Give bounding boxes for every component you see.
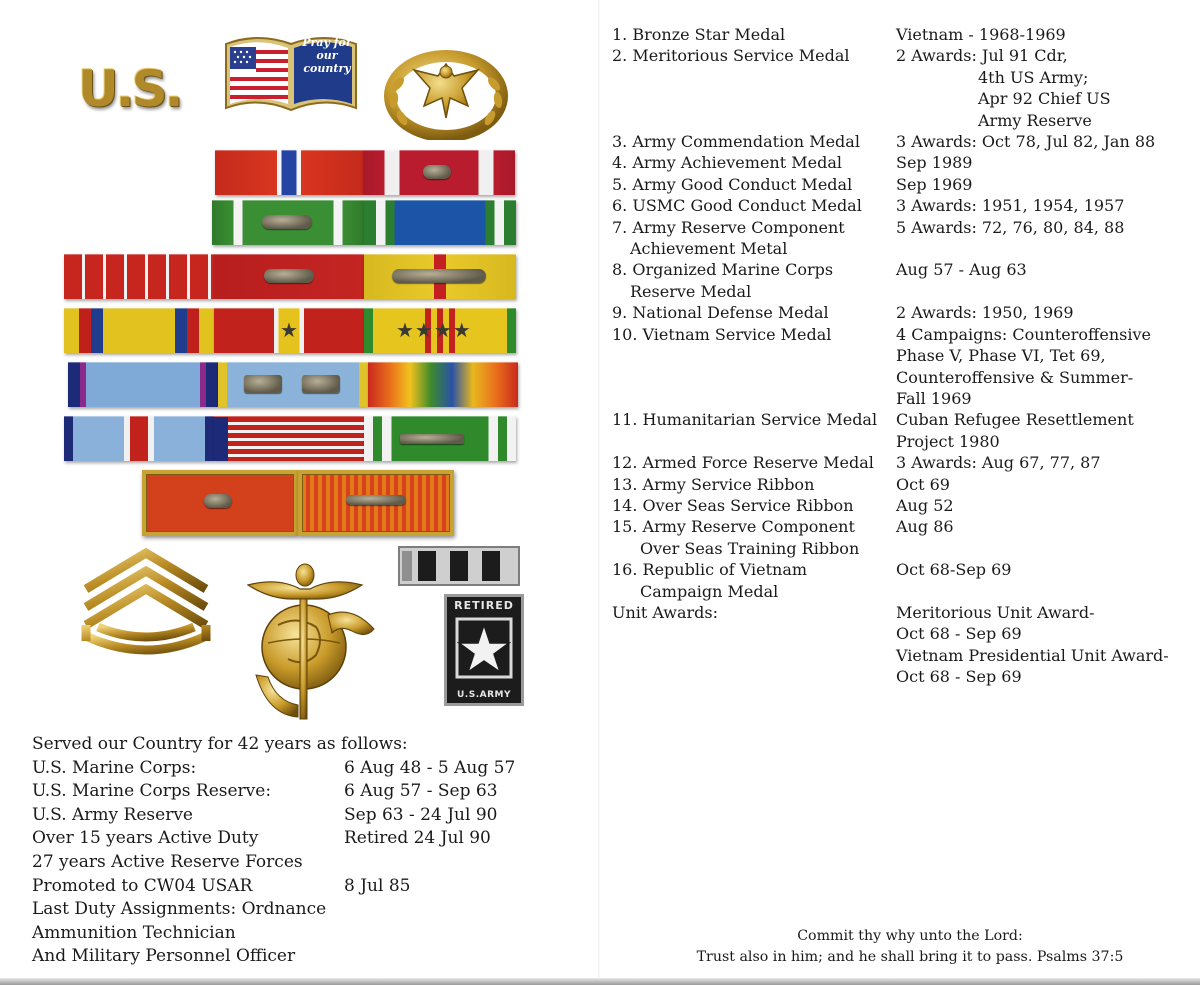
ribbon-bronze-star <box>215 150 363 195</box>
award-detail: 5 Awards: 72, 76, 80, 84, 88 <box>896 217 1125 237</box>
award-name: 14. Over Seas Service Ribbon <box>612 495 854 515</box>
scripture-line: Trust also in him; and he shall bring it to pass. Psalms 37:5 <box>696 949 1124 965</box>
award-detail: Oct 68 - Sep 69 <box>896 667 1022 687</box>
award-name: 4. Army Achievement Medal <box>612 153 842 173</box>
patch-retired-text: RETIRED <box>454 599 514 612</box>
award-detail: 4th US Army; <box>978 67 1089 87</box>
awards-list <box>612 24 1182 688</box>
ribbon-vietnam-campaign <box>364 416 516 461</box>
award-detail: Apr 92 Chief US <box>978 89 1111 109</box>
award-name: 2. Meritorious Service Medal <box>612 46 850 66</box>
award-item <box>612 516 1182 559</box>
service-branch: Over 15 years Active Duty <box>32 828 259 849</box>
award-item <box>612 409 1182 452</box>
award-name: 13. Army Service Ribbon <box>612 474 815 494</box>
award-name: 5. Army Good Conduct Medal <box>612 174 853 194</box>
award-detail: Army Reserve <box>978 110 1092 130</box>
bronze-stars-device-icon <box>264 269 314 283</box>
rank-bar-icon <box>398 546 520 586</box>
ribbon-army-achievement <box>364 200 516 245</box>
ribbon-reserve-overseas-training <box>214 416 364 461</box>
award-detail: Oct 68 - Sep 69 <box>896 624 1022 644</box>
retired-us-army-patch <box>444 594 524 706</box>
service-branch: U.S. Army Reserve <box>32 804 193 825</box>
award-item <box>612 302 1182 323</box>
oak-leaf-cluster-icon <box>423 165 451 179</box>
award-name: 16. Republic of Vietnam <box>612 560 808 580</box>
eagle-globe-anchor-icon <box>228 555 383 725</box>
service-branch: 27 years Active Reserve Forces <box>32 851 303 872</box>
award-item <box>612 559 1182 602</box>
award-name: Achievement Metal <box>630 239 788 259</box>
unit-awards-heading: Unit Awards: <box>612 602 718 622</box>
ribbon-usmc-good-conduct <box>214 254 364 299</box>
award-item <box>612 474 1182 495</box>
award-item <box>612 217 1182 260</box>
ribbon-army-good-conduct <box>64 254 214 299</box>
hourglass-device-icon <box>392 269 486 283</box>
oak-leaf-cluster-icon <box>262 215 312 229</box>
service-branch: Last Duty Assignments: Ordnance <box>32 899 327 920</box>
award-item <box>612 24 1182 45</box>
chief-warrant-officer-bar <box>398 546 520 586</box>
award-detail: Sep 1989 <box>896 153 973 173</box>
award-detail: Cuban Refugee Resettlement <box>896 410 1134 430</box>
award-detail: 3 Awards: Aug 67, 77, 87 <box>896 453 1101 473</box>
scan-edge <box>0 978 1200 985</box>
eagle-globe-anchor-insignia <box>228 555 383 725</box>
award-item <box>612 195 1182 216</box>
award-detail: Aug 57 - Aug 63 <box>896 260 1027 280</box>
campaign-device-icon <box>400 434 464 444</box>
unit-award-meritorious <box>142 470 298 536</box>
oak-leaf-cluster-icon <box>204 494 232 508</box>
ribbon-humanitarian-service <box>68 362 218 407</box>
ribbon-stripe <box>214 417 228 461</box>
award-item <box>612 131 1182 152</box>
eagle-wreath-icon <box>384 48 508 140</box>
award-detail: Aug 86 <box>896 517 954 537</box>
award-item <box>612 174 1182 195</box>
ribbon-army-commendation <box>212 200 364 245</box>
award-item <box>612 452 1182 473</box>
ribbon-armed-forces-reserve <box>218 362 368 407</box>
service-row <box>32 875 572 899</box>
service-row <box>32 851 572 875</box>
service-dates: 8 Jul 85 <box>344 875 411 896</box>
ribbon-reserve-achievement <box>364 254 516 299</box>
scripture-verse <box>640 926 1180 968</box>
service-branch: Promoted to CW04 USAR <box>32 875 253 896</box>
award-detail: 3 Awards: Oct 78, Jul 82, Jan 88 <box>896 132 1156 152</box>
hourglass-device-icon <box>302 375 340 393</box>
service-dates: Sep 63 - 24 Jul 90 <box>344 804 498 825</box>
ribbon-rack <box>60 148 530 538</box>
award-item <box>612 45 1182 131</box>
service-row <box>32 898 572 922</box>
service-branch: U.S. Marine Corps: <box>32 757 197 778</box>
service-record <box>32 733 572 969</box>
award-item <box>612 324 1182 410</box>
award-name: 9. National Defense Medal <box>612 303 829 323</box>
ribbon-meritorious-service <box>363 150 515 195</box>
award-detail: Oct 69 <box>896 474 950 494</box>
service-branch: Ammunition Technician <box>32 922 236 943</box>
ribbon-national-defense <box>214 308 364 353</box>
award-name: 8. Organized Marine Corps <box>612 260 834 280</box>
award-name: Reserve Medal <box>630 281 752 301</box>
award-detail: 4 Campaigns: Counteroffensive <box>896 324 1151 344</box>
award-item <box>612 259 1182 302</box>
service-row <box>32 804 572 828</box>
ribbon-army-service <box>368 362 518 407</box>
warrant-officer-eagle-insignia <box>384 48 508 140</box>
chevron-icon <box>78 545 214 665</box>
page-fold <box>598 0 600 985</box>
award-detail: Meritorious Unit Award- <box>896 602 1095 622</box>
service-dates: Retired 24 Jul 90 <box>344 828 491 849</box>
award-item <box>612 602 1182 688</box>
award-name: 3. Army Commendation Medal <box>612 132 860 152</box>
pray-for-our-country-pin <box>222 30 360 118</box>
award-detail: Counteroffensive & Summer- <box>896 367 1134 387</box>
ribbon-overseas-service <box>64 416 214 461</box>
service-branch: U.S. Marine Corps Reserve: <box>32 781 272 802</box>
ribbon-vietnam-service <box>364 308 516 353</box>
award-name: Campaign Medal <box>640 581 779 601</box>
award-name: 7. Army Reserve Component <box>612 217 845 237</box>
service-row <box>32 827 572 851</box>
unit-award-vietnam-presidential <box>298 470 454 536</box>
award-detail: Sep 1969 <box>896 174 973 194</box>
service-branch: And Military Personnel Officer <box>32 946 296 967</box>
sergeant-chevrons-insignia <box>78 545 214 665</box>
patch-us-army-text: U.S.ARMY <box>457 690 511 700</box>
award-name: 6. USMC Good Conduct Medal <box>612 196 862 216</box>
award-detail: Project 1980 <box>896 431 1000 451</box>
award-detail: Vietnam - 1968-1969 <box>896 25 1066 44</box>
us-collar-pin: U.S. <box>78 60 181 118</box>
award-item <box>612 495 1182 516</box>
award-name: Over Seas Training Ribbon <box>640 538 860 558</box>
palm-device-icon <box>346 495 406 505</box>
army-star-icon <box>455 617 513 679</box>
award-detail: Aug 52 <box>896 495 954 515</box>
award-detail: 2 Awards: Jul 91 Cdr, <box>896 46 1068 66</box>
pray-pin-text: Pray for our country <box>302 36 352 75</box>
service-intro: Served our Country for 42 years as follows: <box>32 734 408 754</box>
hourglass-device-icon <box>244 375 282 393</box>
award-name: 15. Army Reserve Component <box>612 517 855 537</box>
award-detail: Oct 68-Sep 69 <box>896 560 1012 580</box>
campaign-stars-icon: ★★★★ <box>396 318 472 342</box>
service-row <box>32 780 572 804</box>
ribbon-organized-marine-corps-reserve <box>64 308 214 353</box>
award-detail: Fall 1969 <box>896 388 972 408</box>
service-dates: 6 Aug 57 - Sep 63 <box>344 781 498 802</box>
service-dates: 6 Aug 48 - 5 Aug 57 <box>344 757 516 778</box>
bronze-star-icon: ★ <box>280 318 299 342</box>
service-row <box>32 922 572 946</box>
award-item <box>612 152 1182 173</box>
award-detail: 2 Awards: 1950, 1969 <box>896 303 1074 323</box>
award-detail: Phase V, Phase VI, Tet 69, <box>896 346 1106 366</box>
award-name: 10. Vietnam Service Medal <box>612 324 832 344</box>
award-name: 11. Humanitarian Service Medal <box>612 410 878 430</box>
service-row <box>32 945 572 969</box>
award-detail: 3 Awards: 1951, 1954, 1957 <box>896 196 1125 216</box>
award-detail: Vietnam Presidential Unit Award- <box>896 645 1169 665</box>
award-name: 1. Bronze Star Medal <box>612 25 786 44</box>
scripture-line: Commit thy why unto the Lord: <box>797 928 1023 944</box>
service-row <box>32 757 572 781</box>
award-name: 12. Armed Force Reserve Medal <box>612 453 874 473</box>
